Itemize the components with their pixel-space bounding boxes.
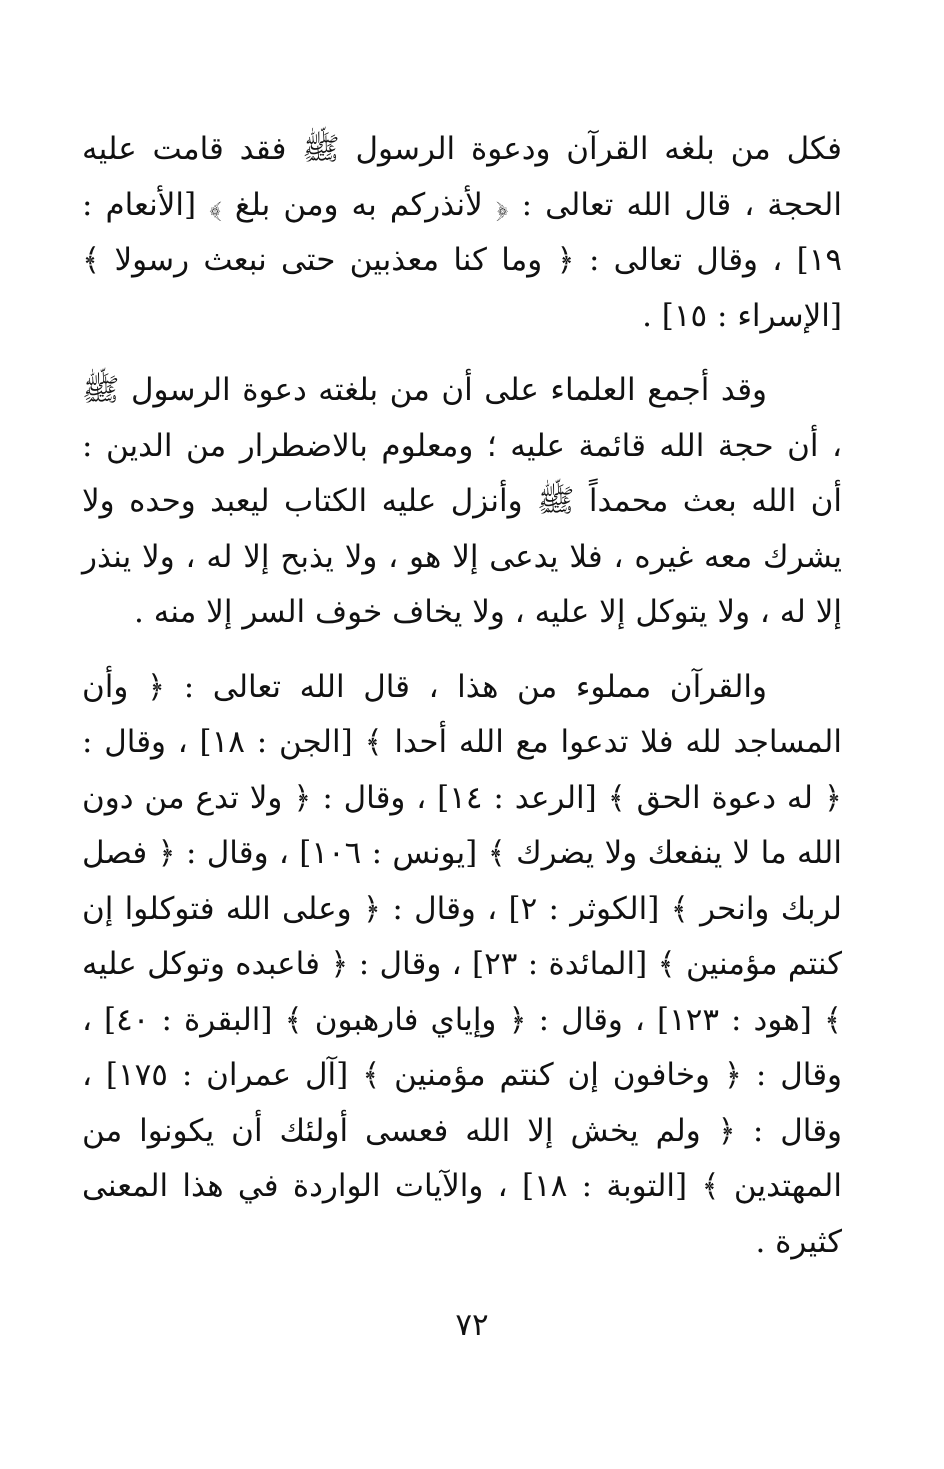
paragraph-1: فكل من بلغه القرآن ودعوة الرسول ﷺ فقد قامت عليه الحجة ، قال الله تعالى : ﴿ لأنذركم به ومن بلغ ﴾ [الأنعام : ١٩] ، وقال تعالى : ﴿ وما كنا معذبين حتى نبعث رسولا ﴾ [الإسراء : ١٥] . bbox=[82, 131, 842, 334]
paragraph-3: والقرآن مملوء من هذا ، قال الله تعالى : ﴿ وأن المساجد لله فلا تدعوا مع الله أحدا ﴾ [الجن : ١٨] ، وقال : ﴿ له دعوة الحق ﴾ [الرعد : ١٤] ، وقال : ﴿ ولا تدع من دون الله ما لا ينفعك ولا يضرك ﴾ [يونس : ١٠٦] ، وقال : ﴿ فصل لربك وانحر ﴾ [الكوثر : ٢] ، وقال : ﴿ وعلى الله فتوكلوا إن كنتم مؤمنين ﴾ [المائدة : ٢٣] ، وقال : ﴿ فاعبده وتوكل عليه ﴾ [هود : ١٢٣] ، وقال : ﴿ وإياي فارهبون ﴾ [البقرة : ٤٠] ، وقال : ﴿ وخافون إن كنتم مؤمنين ﴾ [آل عمران : ١٧٥] ، وقال : ﴿ ولم يخش إلا الله فعسى أولئك أن يكونوا من المهتدين ﴾ [التوبة : ١٨] ، والآيات الواردة في هذا المعنى كثيرة . bbox=[82, 668, 843, 1260]
page-body bbox=[82, 122, 842, 1270]
paragraph-2: وقد أجمع العلماء على أن من بلغته دعوة الرسول ﷺ ، أن حجة الله قائمة عليه ؛ ومعلوم بالاضطرار من الدين : أن الله بعث محمداً ﷺ وأنزل عليه الكتاب ليعبد وحده ولا يشرك معه غيره ، فلا يدعى إلا هو ، ولا يذبح إلا له ، ولا ينذر إلا له ، ولا يتوكل إلا عليه ، ولا يخاف خوف السر إلا منه . bbox=[82, 372, 842, 630]
page-number: ٧٢ bbox=[455, 1307, 489, 1343]
